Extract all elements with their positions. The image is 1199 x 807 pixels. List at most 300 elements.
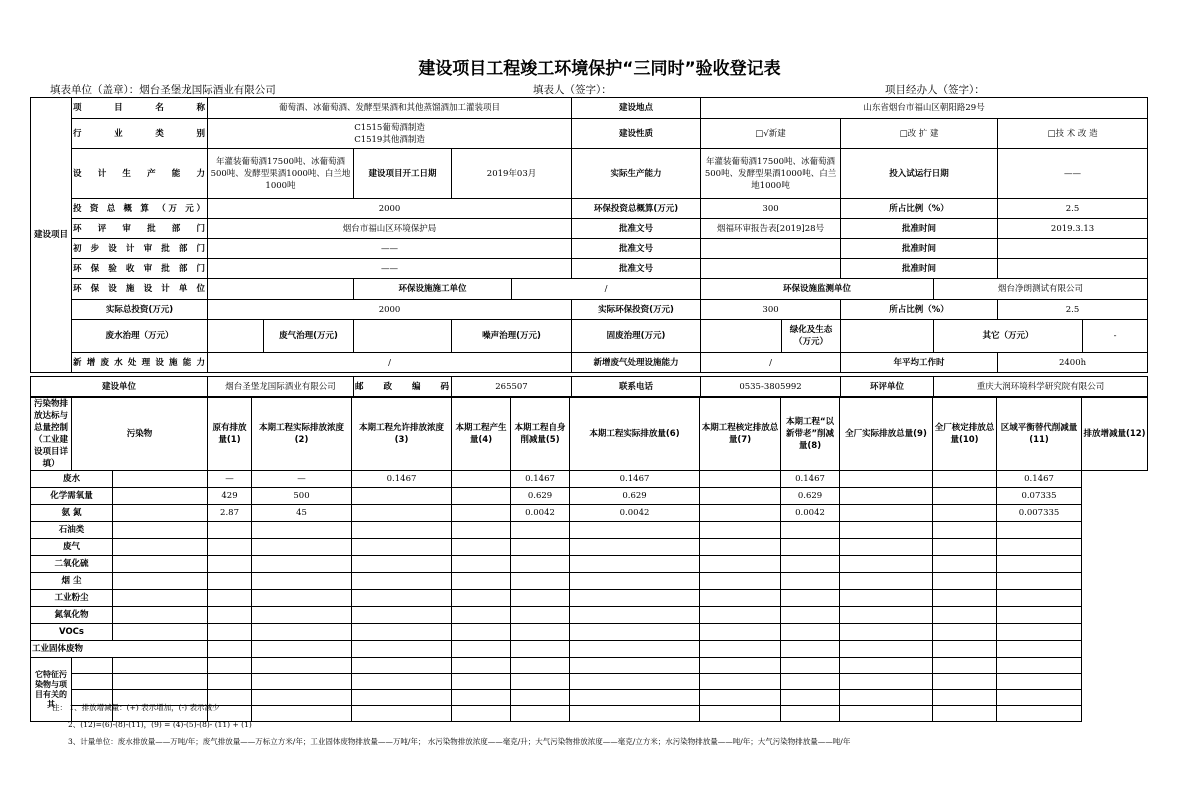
pollutant-cell-c7: 0.0042 <box>570 505 700 522</box>
pollutant-cell-c9: 0.1467 <box>781 471 840 488</box>
other-pollutant-row <box>31 658 1148 674</box>
pollutant-cell-c12 <box>997 556 1082 573</box>
pollutant-cell-c12: 0.007335 <box>997 505 1082 522</box>
start-date-label: 建设项目开工日期 <box>354 149 452 199</box>
green-label: 绿化及生态（万元） <box>782 320 841 353</box>
pollutant-cell-c10 <box>840 471 933 488</box>
postcode: 265507 <box>452 377 572 397</box>
note-2: 2、(12)=(6)-(8)-(11)，(9) = (4)-(5)-(8)- (11) + (1) <box>68 720 252 729</box>
other-pollutant-cell <box>997 706 1082 722</box>
wastewater-value <box>208 320 264 353</box>
col-1: 原有排放量(1) <box>208 398 252 471</box>
other-pollutant-cell <box>252 690 352 706</box>
pollutant-cell-c9 <box>781 522 840 539</box>
approval-time-label: 批准时间 <box>841 259 998 279</box>
approval-no-label: 批准文号 <box>572 219 701 239</box>
pollutant-cell-c1 <box>113 590 208 607</box>
ratio-label: 所占比例（%） <box>841 199 998 219</box>
pollutant-cell-c7 <box>570 539 700 556</box>
pollutant-cell-c8 <box>700 607 781 624</box>
pollutant-cell-c12 <box>997 641 1082 658</box>
table-row <box>31 573 1148 590</box>
nature-label: 建设性质 <box>572 119 701 149</box>
nature-tech[interactable]: □技 术 改 造 <box>998 119 1148 149</box>
pollutant-name: VOCs <box>31 624 113 641</box>
acceptance-label: 环 保 验 收 审 批 部 门 <box>72 259 208 279</box>
other-pollutant-cell <box>933 706 997 722</box>
pollutant-cell-c8 <box>700 624 781 641</box>
col-10: 全厂核定排放总量(10) <box>933 398 997 471</box>
actual-ratio: 2.5 <box>998 300 1148 320</box>
pollutant-cell-c7 <box>570 556 700 573</box>
pollutant-cell-c1 <box>113 573 208 590</box>
pollutant-cell-c10 <box>840 488 933 505</box>
facility-design-label: 环 保 设 施 设 计 单 位 <box>72 279 208 300</box>
other-pollutant-name <box>72 658 113 674</box>
pollutant-cell-c4: 0.1467 <box>352 471 452 488</box>
pollutant-name: 工业固体废物 <box>31 641 208 658</box>
pollutant-cell-c1 <box>113 505 208 522</box>
other-pollutant-cell <box>570 658 700 674</box>
pollutant-name: 氨 氮 <box>31 505 113 522</box>
pollutant-cell-c11 <box>933 505 997 522</box>
pollutant-cell-c1 <box>113 522 208 539</box>
eia-approval-time: 2019.3.13 <box>998 219 1148 239</box>
other-pollutant-row <box>31 674 1148 690</box>
pollutant-cell-c12 <box>997 590 1082 607</box>
other-label: 其它（万元） <box>934 320 1083 353</box>
pollutant-cell-c6: 0.629 <box>511 488 570 505</box>
pollutant-cell-c1 <box>113 471 208 488</box>
other-pollutant-cell <box>511 674 570 690</box>
other-pollutant-cell <box>781 674 840 690</box>
total-invest-label: 投 资 总 概 算 （万 元） <box>72 199 208 219</box>
table-row <box>31 539 1148 556</box>
facility-monitor-value: 烟台净朗测试有限公司 <box>934 279 1148 300</box>
trial-date: —— <box>998 149 1148 199</box>
table-row <box>31 522 1148 539</box>
pollutant-cell-c9 <box>781 539 840 556</box>
other-pollutant-cell <box>208 674 252 690</box>
col-12: 排放增减量(12) <box>1082 398 1148 471</box>
other-pollutant-cell <box>452 706 511 722</box>
pollutant-cell-c9 <box>781 641 840 658</box>
table-row <box>31 505 1148 522</box>
pollutant-cell-c6 <box>511 607 570 624</box>
solid-value <box>701 320 782 353</box>
other-pollutant-cell <box>511 690 570 706</box>
pollutant-cell-c8 <box>700 522 781 539</box>
pollutant-cell-c2 <box>208 590 252 607</box>
col-2: 本期工程实际排放浓度(2) <box>252 398 352 471</box>
other-pollutant-cell <box>997 674 1082 690</box>
col-pollutant: 污染物 <box>72 398 208 471</box>
pollutant-cell-c5 <box>452 624 511 641</box>
work-hours-label: 年平均工作时 <box>841 353 998 373</box>
pollutant-cell-c9 <box>781 556 840 573</box>
pollutant-cell-c3: 45 <box>252 505 352 522</box>
pollutant-cell-c12 <box>997 522 1082 539</box>
pollutant-cell-c10 <box>840 505 933 522</box>
pollutant-name: 废水 <box>31 471 113 488</box>
other-pollutant-cell <box>700 674 781 690</box>
work-hours: 2400h <box>998 353 1148 373</box>
actual-env-label: 实际环保投资(万元) <box>572 300 701 320</box>
solid-label: 固废治理(万元) <box>572 320 701 353</box>
other-value: - <box>1083 320 1148 353</box>
eia-unit: 重庆大润环境科学研究院有限公司 <box>934 377 1148 397</box>
actual-capacity: 年灌装葡萄酒17500吨、冰葡萄酒500吨、发酵型果酒1000吨、白兰地1000吨 <box>701 149 841 199</box>
pollutant-cell-c4 <box>352 556 452 573</box>
pollutant-cell-c11 <box>933 522 997 539</box>
pollutant-name: 二氧化硫 <box>31 556 113 573</box>
pollutant-cell-c5 <box>452 539 511 556</box>
phone-label: 联系电话 <box>572 377 701 397</box>
other-pollutant-cell <box>113 674 208 690</box>
approval-time-label: 批准时间 <box>841 219 998 239</box>
pollutant-cell-c6 <box>511 590 570 607</box>
pollutant-cell-c2 <box>208 522 252 539</box>
other-pollutant-cell <box>113 658 208 674</box>
table-row <box>31 641 1148 658</box>
pollutant-cell-c4 <box>352 573 452 590</box>
pollutant-cell-c8 <box>700 471 781 488</box>
other-pollutant-cell <box>781 658 840 674</box>
pollutant-cell-c10 <box>840 590 933 607</box>
pollutant-cell-c9: 0.0042 <box>781 505 840 522</box>
pollutant-cell-c4 <box>352 607 452 624</box>
pollutant-cell-c3 <box>252 624 352 641</box>
pollutant-cell-c1 <box>113 556 208 573</box>
other-pollutant-cell <box>840 706 933 722</box>
total-invest: 2000 <box>208 199 572 219</box>
design-capacity-label: 设 计 生 产 能 力 <box>72 149 208 199</box>
pollutant-cell-c7: 0.1467 <box>570 471 700 488</box>
new-gas-label: 新增废气处理设施能力 <box>572 353 701 373</box>
other-pollutant-label: 它特征污染物与项目有关的其 <box>31 658 72 722</box>
wastegas-value <box>354 320 452 353</box>
table-row <box>31 624 1148 641</box>
pollutant-cell-c8 <box>700 556 781 573</box>
pollutant-cell-c2: 2.87 <box>208 505 252 522</box>
other-pollutant-cell <box>252 658 352 674</box>
pollutant-cell-c4 <box>352 641 452 658</box>
other-pollutant-cell <box>933 690 997 706</box>
new-water-value: / <box>208 353 572 373</box>
pollutant-cell-c10 <box>840 641 933 658</box>
other-pollutant-cell <box>700 690 781 706</box>
pollutant-cell-c3 <box>252 522 352 539</box>
pollutant-cell-c8 <box>700 539 781 556</box>
other-pollutant-cell <box>352 706 452 722</box>
pollutant-cell-c7 <box>570 590 700 607</box>
new-gas-value: / <box>701 353 841 373</box>
pollutant-cell-c7: 0.629 <box>570 488 700 505</box>
pollutant-cell-c11 <box>933 556 997 573</box>
registration-table <box>30 97 1148 373</box>
pollutant-cell-c1 <box>113 607 208 624</box>
pollutant-cell-c6: 0.0042 <box>511 505 570 522</box>
pollutant-cell-c2 <box>208 556 252 573</box>
filler: 填表人（签字）： <box>533 84 612 96</box>
other-pollutant-cell <box>452 658 511 674</box>
pollutant-cell-c2 <box>208 573 252 590</box>
builder-table <box>30 376 1148 397</box>
ratio-label: 所占比例（%） <box>841 300 998 320</box>
other-pollutant-cell <box>352 674 452 690</box>
pollutant-cell-c5 <box>452 471 511 488</box>
pollutant-cell-c4 <box>352 488 452 505</box>
pollutant-cell-c1 <box>113 488 208 505</box>
pollutant-cell-c3 <box>252 590 352 607</box>
facility-monitor-label: 环保设施监测单位 <box>701 279 934 300</box>
pollutant-cell-c10 <box>840 539 933 556</box>
table-row <box>31 488 1148 505</box>
pollutant-cell-c2 <box>208 539 252 556</box>
project-name: 葡萄酒、冰葡萄酒、发酵型果酒和其他蒸馏酒加工灌装项目 <box>208 98 572 119</box>
actual-total: 2000 <box>208 300 572 320</box>
actual-capacity-label: 实际生产能力 <box>572 149 701 199</box>
pollutant-cell-c1 <box>113 624 208 641</box>
pollutant-cell-c5 <box>452 488 511 505</box>
pollutant-cell-c10 <box>840 573 933 590</box>
pollutant-cell-c11 <box>933 573 997 590</box>
note-1: 注： 1、排放增减量：(+) 表示增加，(-) 表示减少 <box>52 703 220 712</box>
pollutant-name: 废气 <box>31 539 113 556</box>
pollutant-cell-c3 <box>252 539 352 556</box>
other-pollutant-name <box>72 674 113 690</box>
other-pollutant-cell <box>452 690 511 706</box>
other-pollutant-cell <box>570 690 700 706</box>
pollutant-cell-c8 <box>700 590 781 607</box>
col-8: 本期工程“以新带老”削减量(8) <box>781 398 840 471</box>
table-row <box>31 590 1148 607</box>
project-name-label: 项 目 名 称 <box>72 98 208 119</box>
pollutant-cell-c12 <box>997 607 1082 624</box>
pollutant-cell-c4 <box>352 505 452 522</box>
table-row <box>31 471 1148 488</box>
other-pollutant-cell <box>700 706 781 722</box>
other-pollutant-cell <box>252 674 352 690</box>
approval-no-label: 批准文号 <box>572 259 701 279</box>
note-3: 3、计量单位：废水排放量——万吨/年；废气排放量——万标立方米/年；工业固体废物排放量——万吨/年； 水污染物排放浓度——毫克/升；大气污染物排放浓度——毫克/立方米；水污染物排放量——吨/年；大气污染物排放量——吨/年 <box>68 737 851 746</box>
pollutant-cell-c6 <box>511 522 570 539</box>
pollutant-cell-c9 <box>781 607 840 624</box>
new-water-label: 新 增 废 水 处 理 设 施 能 力 <box>72 353 208 373</box>
acceptance-approval-time <box>998 259 1148 279</box>
other-pollutant-cell <box>997 658 1082 674</box>
pollutant-cell-c6 <box>511 556 570 573</box>
section-construction-label: 建设项目 <box>31 98 72 373</box>
pollutant-cell-c5 <box>452 522 511 539</box>
other-pollutant-cell <box>511 706 570 722</box>
pollutant-cell-c8 <box>700 573 781 590</box>
col-9: 全厂实际排放总量(9) <box>840 398 933 471</box>
pollutant-cell-c5 <box>452 590 511 607</box>
pollutant-cell-c10 <box>840 522 933 539</box>
approval-time-label: 批准时间 <box>841 239 998 259</box>
pollutant-cell-c8 <box>700 488 781 505</box>
approval-no-label: 批准文号 <box>572 239 701 259</box>
noise-label: 噪声治理(万元) <box>452 320 572 353</box>
col-4: 本期工程产生量(4) <box>452 398 511 471</box>
location-label: 建设地点 <box>572 98 701 119</box>
prelim-value: —— <box>208 239 572 259</box>
col-11: 区域平衡替代削减量(11) <box>997 398 1082 471</box>
pollutant-cell-c4 <box>352 522 452 539</box>
eia-unit-label: 环评单位 <box>841 377 934 397</box>
nature-new[interactable]: □√新建 <box>701 119 841 149</box>
other-pollutant-cell <box>452 674 511 690</box>
other-pollutant-cell <box>840 674 933 690</box>
pollutant-cell-c8 <box>700 641 781 658</box>
col-6: 本期工程实际排放量(6) <box>570 398 700 471</box>
pollutant-cell-c11 <box>933 624 997 641</box>
other-pollutant-cell <box>933 658 997 674</box>
pollutant-cell-c6 <box>511 573 570 590</box>
other-pollutant-cell <box>570 706 700 722</box>
other-pollutant-cell <box>997 690 1082 706</box>
pollutant-cell-c3: 500 <box>252 488 352 505</box>
pollutant-cell-c4 <box>352 624 452 641</box>
pollutant-cell-c7 <box>570 573 700 590</box>
project-manager: 项目经办人（签字）： <box>885 84 985 96</box>
builder: 烟台圣堡龙国际酒业有限公司 <box>208 377 354 397</box>
pollutant-cell-c3 <box>252 556 352 573</box>
other-pollutant-cell <box>700 658 781 674</box>
design-capacity: 年灌装葡萄酒17500吨、冰葡萄酒500吨、发酵型果酒1000吨、白兰地1000吨 <box>208 149 354 199</box>
pollutant-cell-c7 <box>570 522 700 539</box>
pollutant-cell-c11 <box>933 471 997 488</box>
pollutant-cell-c2 <box>208 607 252 624</box>
pollutant-cell-c11 <box>933 590 997 607</box>
pollutant-cell-c6 <box>511 539 570 556</box>
pollutant-cell-c3 <box>252 573 352 590</box>
other-pollutant-cell <box>208 658 252 674</box>
pollutant-cell-c10 <box>840 607 933 624</box>
acceptance-approval-no <box>701 259 841 279</box>
pollutant-name: 石油类 <box>31 522 113 539</box>
pollutant-cell-c12 <box>997 539 1082 556</box>
page-title: 建设项目工程竣工环境保护“三同时”验收登记表 <box>418 59 781 79</box>
pollutant-cell-c9 <box>781 590 840 607</box>
location: 山东省烟台市福山区朝阳路29号 <box>701 98 1148 119</box>
eia-approver-label: 环 评 审 批 部 门 <box>72 219 208 239</box>
prelim-approval-no <box>701 239 841 259</box>
acceptance-value: —— <box>208 259 572 279</box>
industry: C1515葡萄酒制造 C1519其他酒制造 <box>208 119 572 149</box>
wastewater-label: 废水治理（万元） <box>72 320 208 353</box>
pollutant-cell-c4 <box>352 590 452 607</box>
pollutant-cell-c6 <box>511 641 570 658</box>
postcode-label: 邮 政 编 码 <box>354 377 452 397</box>
ratio: 2.5 <box>998 199 1148 219</box>
actual-env: 300 <box>701 300 841 320</box>
prelim-label: 初 步 设 计 审 批 部 门 <box>72 239 208 259</box>
nature-expand[interactable]: □改 扩 建 <box>841 119 998 149</box>
pollutant-cell-c3 <box>252 641 352 658</box>
green-value <box>841 320 934 353</box>
pollutant-cell-c12 <box>997 573 1082 590</box>
pollutant-cell-c12: 0.07335 <box>997 488 1082 505</box>
pollutant-cell-c4 <box>352 539 452 556</box>
env-invest: 300 <box>701 199 841 219</box>
other-pollutant-cell <box>570 674 700 690</box>
facility-design-value <box>208 279 354 300</box>
eia-approval-no: 烟福环审报告表[2019]28号 <box>701 219 841 239</box>
eia-approver: 烟台市福山区环境保护局 <box>208 219 572 239</box>
other-pollutant-cell <box>781 690 840 706</box>
pollutant-cell-c11 <box>933 641 997 658</box>
pollutant-cell-c10 <box>840 624 933 641</box>
col-5: 本期工程自身削减量(5) <box>511 398 570 471</box>
other-pollutant-cell <box>352 690 452 706</box>
pollutant-cell-c6 <box>511 624 570 641</box>
table-row <box>31 607 1148 624</box>
pollutant-cell-c2: 429 <box>208 488 252 505</box>
other-pollutant-cell <box>933 674 997 690</box>
pollutant-name: 氮氧化物 <box>31 607 113 624</box>
pollutant-cell-c9: 0.629 <box>781 488 840 505</box>
actual-total-label: 实际总投资(万元) <box>72 300 208 320</box>
pollutant-cell-c5 <box>452 573 511 590</box>
start-date: 2019年03月 <box>452 149 572 199</box>
pollutant-cell-c3: — <box>252 471 352 488</box>
env-invest-label: 环保投资总概算(万元) <box>572 199 701 219</box>
pollutant-cell-c2 <box>208 641 252 658</box>
phone: 0535-3805992 <box>701 377 841 397</box>
pollutant-cell-c5 <box>452 505 511 522</box>
pollutant-cell-c6: 0.1467 <box>511 471 570 488</box>
table-row <box>31 556 1148 573</box>
fill-unit: 填表单位（盖章）：烟台圣堡龙国际酒业有限公司 <box>50 84 276 96</box>
pollutant-name: 化学需氧量 <box>31 488 113 505</box>
pollutant-cell-c10 <box>840 556 933 573</box>
other-pollutant-cell <box>840 690 933 706</box>
pollutant-cell-c5 <box>452 607 511 624</box>
pollutant-cell-c1 <box>113 539 208 556</box>
pollutant-cell-c8 <box>700 505 781 522</box>
pollutant-cell-c9 <box>781 624 840 641</box>
pollutant-cell-c9 <box>781 573 840 590</box>
pollutant-cell-c7 <box>570 607 700 624</box>
pollutant-cell-c2: — <box>208 471 252 488</box>
facility-construct-label: 环保设施施工单位 <box>354 279 512 300</box>
other-pollutant-cell <box>252 706 352 722</box>
trial-date-label: 投入试运行日期 <box>841 149 998 199</box>
other-pollutant-cell <box>511 658 570 674</box>
industry-label: 行 业 类 别 <box>72 119 208 149</box>
pollutant-cell-c3 <box>252 607 352 624</box>
pollutant-cell-c12 <box>997 624 1082 641</box>
wastegas-label: 废气治理(万元) <box>264 320 354 353</box>
pollutant-cell-c11 <box>933 607 997 624</box>
prelim-approval-time <box>998 239 1148 259</box>
pollutant-cell-c11 <box>933 488 997 505</box>
pollutant-cell-c11 <box>933 539 997 556</box>
pollutant-name: 烟 尘 <box>31 573 113 590</box>
pollutant-cell-c5 <box>452 641 511 658</box>
pollutant-name: 工业粉尘 <box>31 590 113 607</box>
pollutant-cell-c7 <box>570 641 700 658</box>
col-7: 本期工程核定排放总量(7) <box>700 398 781 471</box>
pollutant-cell-c12: 0.1467 <box>997 471 1082 488</box>
pollutant-cell-c5 <box>452 556 511 573</box>
builder-label: 建设单位 <box>31 377 208 397</box>
other-pollutant-cell <box>352 658 452 674</box>
pollutant-cell-c7 <box>570 624 700 641</box>
facility-construct-value: / <box>512 279 701 300</box>
